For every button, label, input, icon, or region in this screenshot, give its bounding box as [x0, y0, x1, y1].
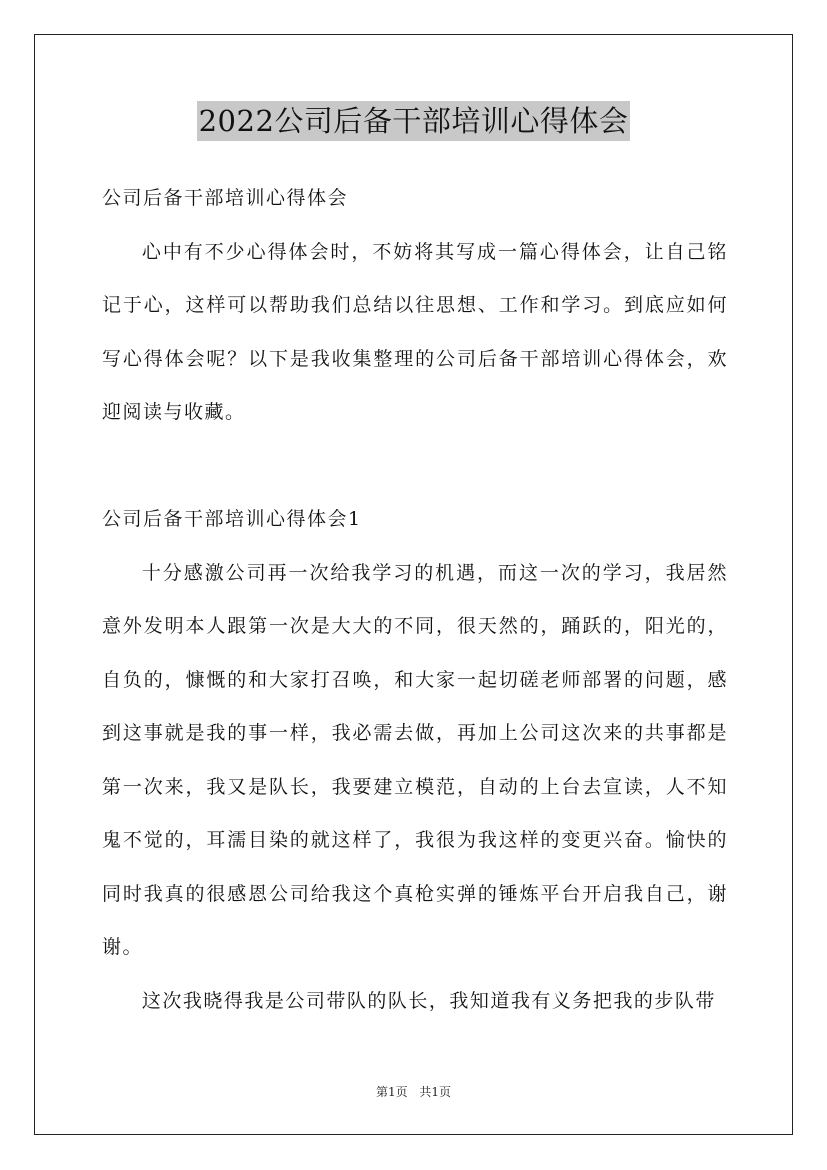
intro-paragraph: 心中有不少心得体会时，不妨将其写成一篇心得体会，让自己铭记于心，这样可以帮助我们总结以往思想、工作和学习。到底应如何写心得体会呢？以下是我收集整理的公司后备干部培训心得体会，欢迎阅读与收藏。	[102, 240, 728, 423]
section1-paragraph-2: 这次我晓得我是公司带队的队长，我知道我有义务把我的步队带	[141, 989, 716, 1012]
document-body	[102, 172, 728, 1028]
section1-heading: 公司后备干部培训心得体会1	[102, 508, 362, 530]
intro-heading: 公司后备干部培训心得体会	[102, 187, 349, 209]
page-number: 第1页	[375, 1085, 408, 1099]
section-spacer	[102, 440, 728, 494]
section1-paragraph-1: 十分感激公司再一次给我学习的机遇，而这一次的学习，我居然意外发明本人跟第一次是大大的不同，很天然的，踊跃的，阳光的，自负的，慷慨的和大家打召唤，和大家一起切磋老师部署的问题，感到这事就是我的事一样，我必需去做，再加上公司这次来的共事都是第一次来，我又是队长，我要建立模范，自动的上台去宣读，人不知鬼不觉的，耳濡目染的就这样了，我很为我这样的变更兴奋。愉快的同时我真的很感恩公司给我这个真枪实弹的锤炼平台开启我自己，谢谢。	[102, 561, 728, 958]
document-title: 2022公司后备干部培训心得体会	[197, 101, 631, 141]
page-footer	[0, 1083, 827, 1101]
title-container	[0, 101, 827, 141]
page-total: 共1页	[419, 1085, 452, 1099]
